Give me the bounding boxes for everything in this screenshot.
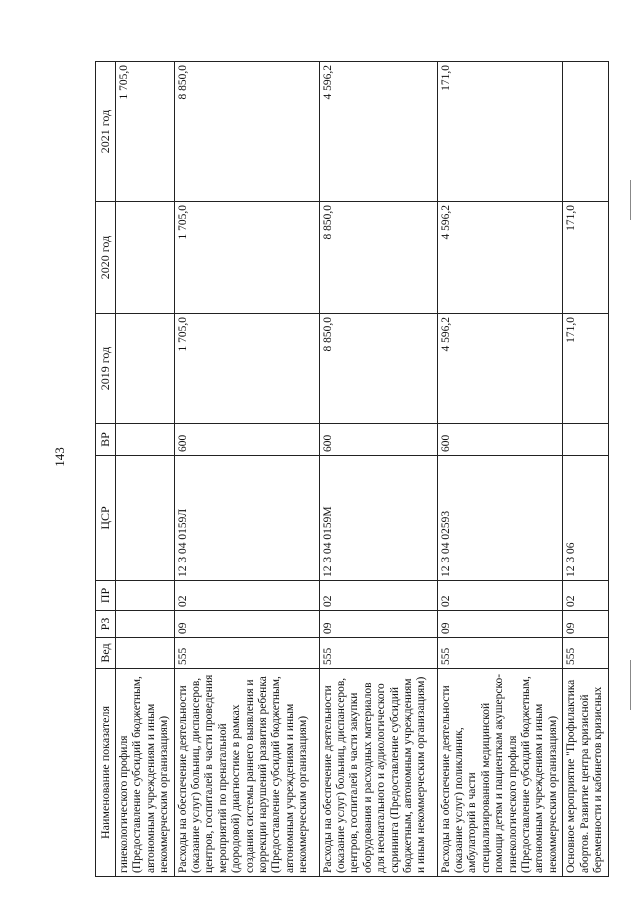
cell-name: гинекологического профиля (Предоставление субсидий бюджетным, автономным учреждениям и иным некоммерческим организациям) xyxy=(116,669,175,877)
cell-2019: 171,0 xyxy=(563,314,608,424)
cell-name: Расходы на обеспечение деятельности (оказание услуг) поликлиник, амбулаторий в части специализированной медицинской помощи детям и пациенткам акушерско-гинекологического профиля (Предоставление субсидий бюджетным, автономным учреждениям и иным некоммерческим организациям) xyxy=(437,669,563,877)
header-csr: ЦСР xyxy=(96,456,116,581)
cell-ved xyxy=(116,638,175,669)
cell-csr: 12 3 06 xyxy=(563,456,608,581)
cell-name: Расходы на обеспечение деятельности (оказание услуг) больниц, диспансеров, центров, госпиталей в части закупки оборудования и расходных материалов для неонатального и аудиологического скрининга (Предоставление субсидий бюджетным, автономным учреждениям и иным некоммерческим организациям) xyxy=(319,669,437,877)
cell-2021: 1 705,0 xyxy=(116,62,175,202)
cell-2019 xyxy=(116,314,175,424)
cell-2020: 8 850,0 xyxy=(319,202,437,314)
cell-2020 xyxy=(116,202,175,314)
cell-csr: 12 3 04 02593 xyxy=(437,456,563,581)
header-2019: 2019 год xyxy=(96,314,116,424)
header-ved: Вед xyxy=(96,638,116,669)
cell-ved: 555 xyxy=(174,638,319,669)
scan-edge-mark xyxy=(630,660,631,710)
cell-csr: 12 3 04 0159М xyxy=(319,456,437,581)
cell-2020: 4 596,2 xyxy=(437,202,563,314)
header-2020: 2020 год xyxy=(96,202,116,314)
table-row xyxy=(174,62,319,877)
cell-vr xyxy=(116,424,175,456)
cell-name: Основное мероприятие "Профилактика абортов. Развитие центра кризисной беременности и кабинетов кризисных xyxy=(563,669,608,877)
cell-2019: 8 850,0 xyxy=(319,314,437,424)
cell-pr: 02 xyxy=(319,581,437,611)
table-header-row xyxy=(96,62,116,877)
header-vr: ВР xyxy=(96,424,116,456)
cell-csr xyxy=(116,456,175,581)
table-row xyxy=(437,62,563,877)
cell-rz: 09 xyxy=(174,611,319,638)
scan-edge-mark xyxy=(630,180,631,220)
cell-rz: 09 xyxy=(437,611,563,638)
header-pr: ПР xyxy=(96,581,116,611)
cell-rz: 09 xyxy=(319,611,437,638)
page-number: 143 xyxy=(52,447,67,467)
cell-pr xyxy=(116,581,175,611)
cell-2019: 4 596,2 xyxy=(437,314,563,424)
cell-2019: 1 705,0 xyxy=(174,314,319,424)
cell-vr: 600 xyxy=(319,424,437,456)
rotated-table-container xyxy=(95,62,605,877)
cell-vr: 600 xyxy=(174,424,319,456)
table-row xyxy=(563,62,608,877)
cell-2021 xyxy=(563,62,608,202)
cell-2020: 171,0 xyxy=(563,202,608,314)
budget-table xyxy=(95,61,609,877)
cell-csr: 12 3 04 0159Л xyxy=(174,456,319,581)
cell-vr xyxy=(563,424,608,456)
cell-name: Расходы на обеспечение деятельности (оказание услуг) больниц, диспансеров, центров, госпиталей в части проведения мероприятий по пренатальной (дородовой) диагностике в рамках создания системы раннего выявления и коррекции нарушений развития ребенка (Предоставление субсидий бюджетным, автономным учреждениям и иным некоммерческим организациям) xyxy=(174,669,319,877)
cell-2020: 1 705,0 xyxy=(174,202,319,314)
cell-vr: 600 xyxy=(437,424,563,456)
cell-pr: 02 xyxy=(437,581,563,611)
cell-pr: 02 xyxy=(174,581,319,611)
header-2021: 2021 год xyxy=(96,62,116,202)
cell-rz xyxy=(116,611,175,638)
cell-2021: 4 596,2 xyxy=(319,62,437,202)
header-name: Наименование показателя xyxy=(96,669,116,877)
cell-ved: 555 xyxy=(319,638,437,669)
cell-ved: 555 xyxy=(437,638,563,669)
cell-2021: 171,0 xyxy=(437,62,563,202)
cell-rz: 09 xyxy=(563,611,608,638)
table-row xyxy=(319,62,437,877)
cell-2021: 8 850,0 xyxy=(174,62,319,202)
header-rz: РЗ xyxy=(96,611,116,638)
cell-ved: 555 xyxy=(563,638,608,669)
cell-pr: 02 xyxy=(563,581,608,611)
table-row xyxy=(116,62,175,877)
